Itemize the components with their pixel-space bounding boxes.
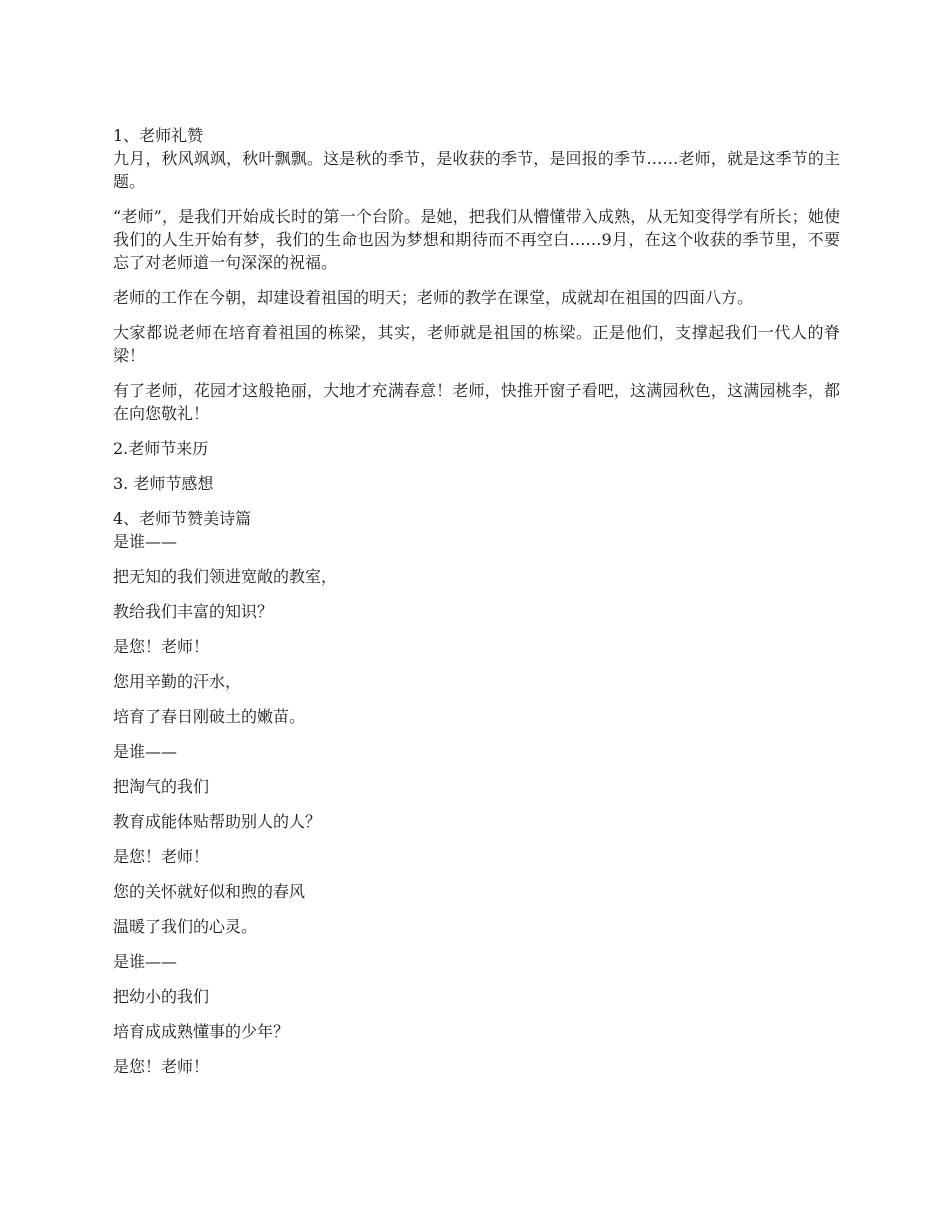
poem-line: 培育了春日刚破土的嫩苗。 [113,707,306,726]
document-page [113,124,840,1090]
poem-line: 是谁—— [113,742,178,761]
poem-line: 把无知的我们领进宽敞的教室， [113,567,338,586]
poem-line: 是您！老师！ [113,847,210,866]
section-2-heading: 2.老师节来历 [113,439,209,458]
section-1-paragraph-2: “老师”，是我们开始成长时的第一个台阶。是她，把我们从懵懂带入成熟，从无知变得学有所长；她使我们的人生开始有梦，我们的生命也因为梦想和期待而不再空白……9月，在这个收获的季节里，不要忘了对老师道一句深深的祝福。 [113,207,840,272]
poem-line: 教给我们丰富的知识？ [113,602,274,621]
poem-line: 把幼小的我们 [113,987,210,1006]
poem-line: 教育成能体贴帮助别人的人？ [113,812,322,831]
section-1-heading: 1、老师礼赞 [113,126,204,145]
poem-line: 您的关怀就好似和煦的春风 [113,882,306,901]
section-1-paragraph-4: 大家都说老师在培育着祖国的栋梁，其实，老师就是祖国的栋梁。正是他们，支撑起我们一代人的脊梁！ [113,323,840,365]
section-1-paragraph-3: 老师的工作在今朝，却建设着祖国的明天；老师的教学在课堂，成就却在祖国的四面八方。 [113,288,754,307]
section-4-heading: 4、老师节赞美诗篇 [113,509,252,528]
poem-line: 温暖了我们的心灵。 [113,917,258,936]
poem-line: 您用辛勤的汗水， [113,672,242,691]
section-3-heading: 3. 老师节感想 [113,474,214,493]
section-1-paragraph-5: 有了老师，花园才这般艳丽，大地才充满春意！老师，快推开窗子看吧，这满园秋色，这满园桃李，都在向您敬礼！ [113,381,840,423]
poem-line: 是谁—— [113,952,178,971]
poem-line: 是您！老师！ [113,637,210,656]
poem-line: 是谁—— [113,532,178,551]
section-1-paragraph-1: 九月，秋风飒飒，秋叶飘飘。这是秋的季节，是收获的季节，是回报的季节……老师，就是这季节的主题。 [113,149,840,191]
poem-line: 把淘气的我们 [113,777,210,796]
poem-line: 培育成成熟懂事的少年？ [113,1022,290,1041]
poem-line: 是您！老师！ [113,1057,210,1076]
